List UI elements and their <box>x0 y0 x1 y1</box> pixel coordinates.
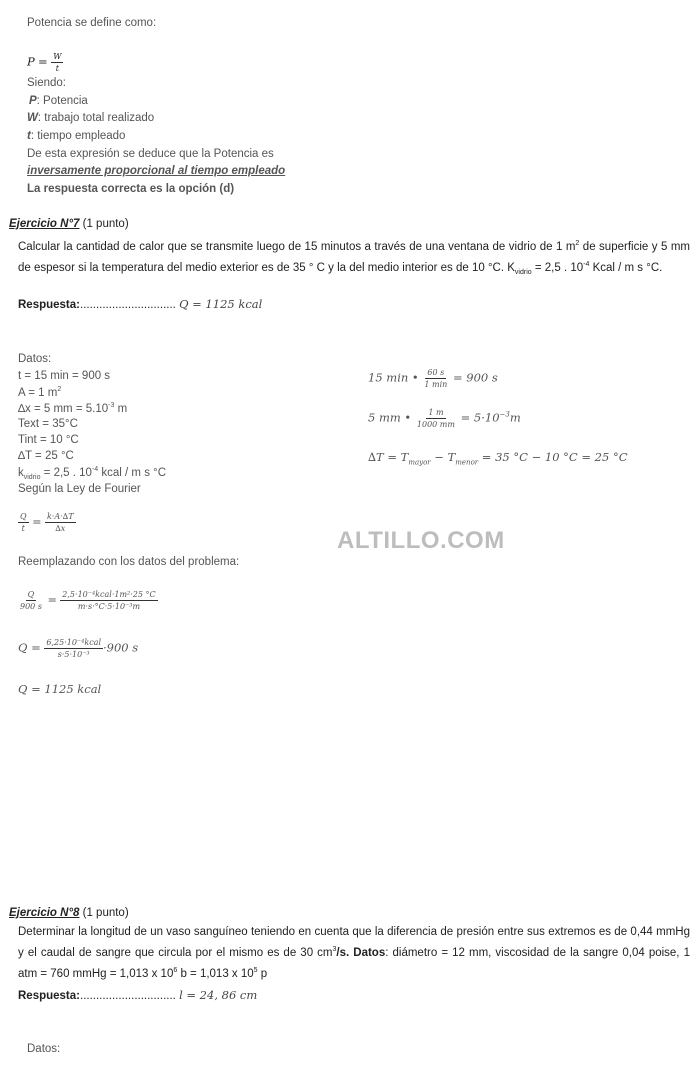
ex8-heading: Ejercicio N°8 (1 punto) <box>9 907 129 919</box>
dato-tint: Tint = 10 °C <box>18 434 79 446</box>
dato-k: $k_{vidrio} = 2,5$ . $10^{-4}$ kcal / m s °C <box>18 466 167 482</box>
dato-a: A = 1 $m^2$ <box>18 386 62 399</box>
def-work: W: trabajo total realizado <box>27 112 155 124</box>
dato-text: Text = 35°C <box>18 418 78 430</box>
dato-dx: ∆x = 5 mm = $5.10^{-3}$ m <box>18 402 128 415</box>
substitution-2: Q = $\frac{\text{6,25·10⁻⁴kcal}}{\text{s·5·10⁻³}}$ ·900 s <box>18 638 139 659</box>
ex7-answer: Respuesta:.............................. Q = 1125 kcal <box>18 297 263 311</box>
def-power: P: Potencia <box>29 95 88 107</box>
fourier-label: Según la Ley de Fourier <box>18 483 141 495</box>
power-formula: P = $\frac{W}{t}$ <box>27 52 62 73</box>
siendo-label: Siendo: <box>27 77 67 89</box>
formula-fraction: $\frac{W}{t}$ <box>53 52 62 73</box>
ex8-answer: Respuesta:.............................. l = 24, 86 cm <box>18 988 258 1002</box>
def-time: t: tiempo empleado <box>27 130 126 142</box>
formula-lhs: P <box>27 54 35 69</box>
dato-dt: ∆T = 25 °C <box>18 450 74 462</box>
reemplazando-label: Reemplazando con los datos del problema: <box>18 556 240 568</box>
conversion-time: 15 min • $\frac{60 s}{1 \min}$ = 900 s <box>368 368 498 389</box>
dato-t: t = 15 min = 900 s <box>18 370 111 382</box>
inverse-text: inversamente proporcional al tiempo empleado <box>27 165 286 177</box>
conversion-length: 5 mm • $\frac{1 m}{1000 mm}$ = $5\cdot 10^{-3}m$ <box>368 408 521 429</box>
fourier-law: $\frac{Q}{t}$ = $\frac{k\cdot A\cdot\Delta T}{\Delta x}$ <box>20 512 74 533</box>
ex7-heading: Ejercicio N°7 (1 punto) <box>9 218 129 230</box>
correct-answer: La respuesta correcta es la opción (d) <box>27 183 235 195</box>
delta-t-formula: $\Delta T = T_{mayor} - T_{menor} = 35$ °C − 10 °C = 25 °C <box>368 450 628 467</box>
watermark: ALTILLO.COM <box>337 527 505 554</box>
datos-label: Datos: <box>18 353 52 365</box>
ex7-statement: Calcular la cantidad de calor que se transmite luego de 15 minutos a través de una ventana de vidrio de 1 $m^2$ de superficie y 5 mm de espesor si la temperatura del medio exterior es de 35 ° C y la del medio interior es de 10 °C. $K_{vidrio} = 2,5$ . $10^{-4}$ Kcal / m s °C. <box>18 240 690 276</box>
intro-line: Potencia se define como: <box>27 17 157 29</box>
ex8-statement: Determinar la longitud de un vaso sanguíneo teniendo en cuenta que la diferencia de presión entre sus extremos es de 0,44 mmHg y el caudal de sangre que circula por el mismo es de 30 $cm^3/s$. Datos: diámetro = 12 mm, viscosidad de la sangre 0,04 poise, 1 atm = 760 mmHg = 1,013 x $10^6$ b = 1,013 x $10^5$ p <box>18 926 690 980</box>
final-result: Q = 1125 kcal <box>18 682 102 696</box>
ex8-datos-label: Datos: <box>27 1043 61 1055</box>
substitution-1: $\frac{Q}{900 s}$ = $\frac{\text{2,5·10⁻⁴kcal·1m²·25 °C}}{\text{m·s·°C·5·10⁻³m}}$ <box>20 590 156 611</box>
deduce-text: De esta expresión se deduce que la Potencia es <box>27 148 274 160</box>
